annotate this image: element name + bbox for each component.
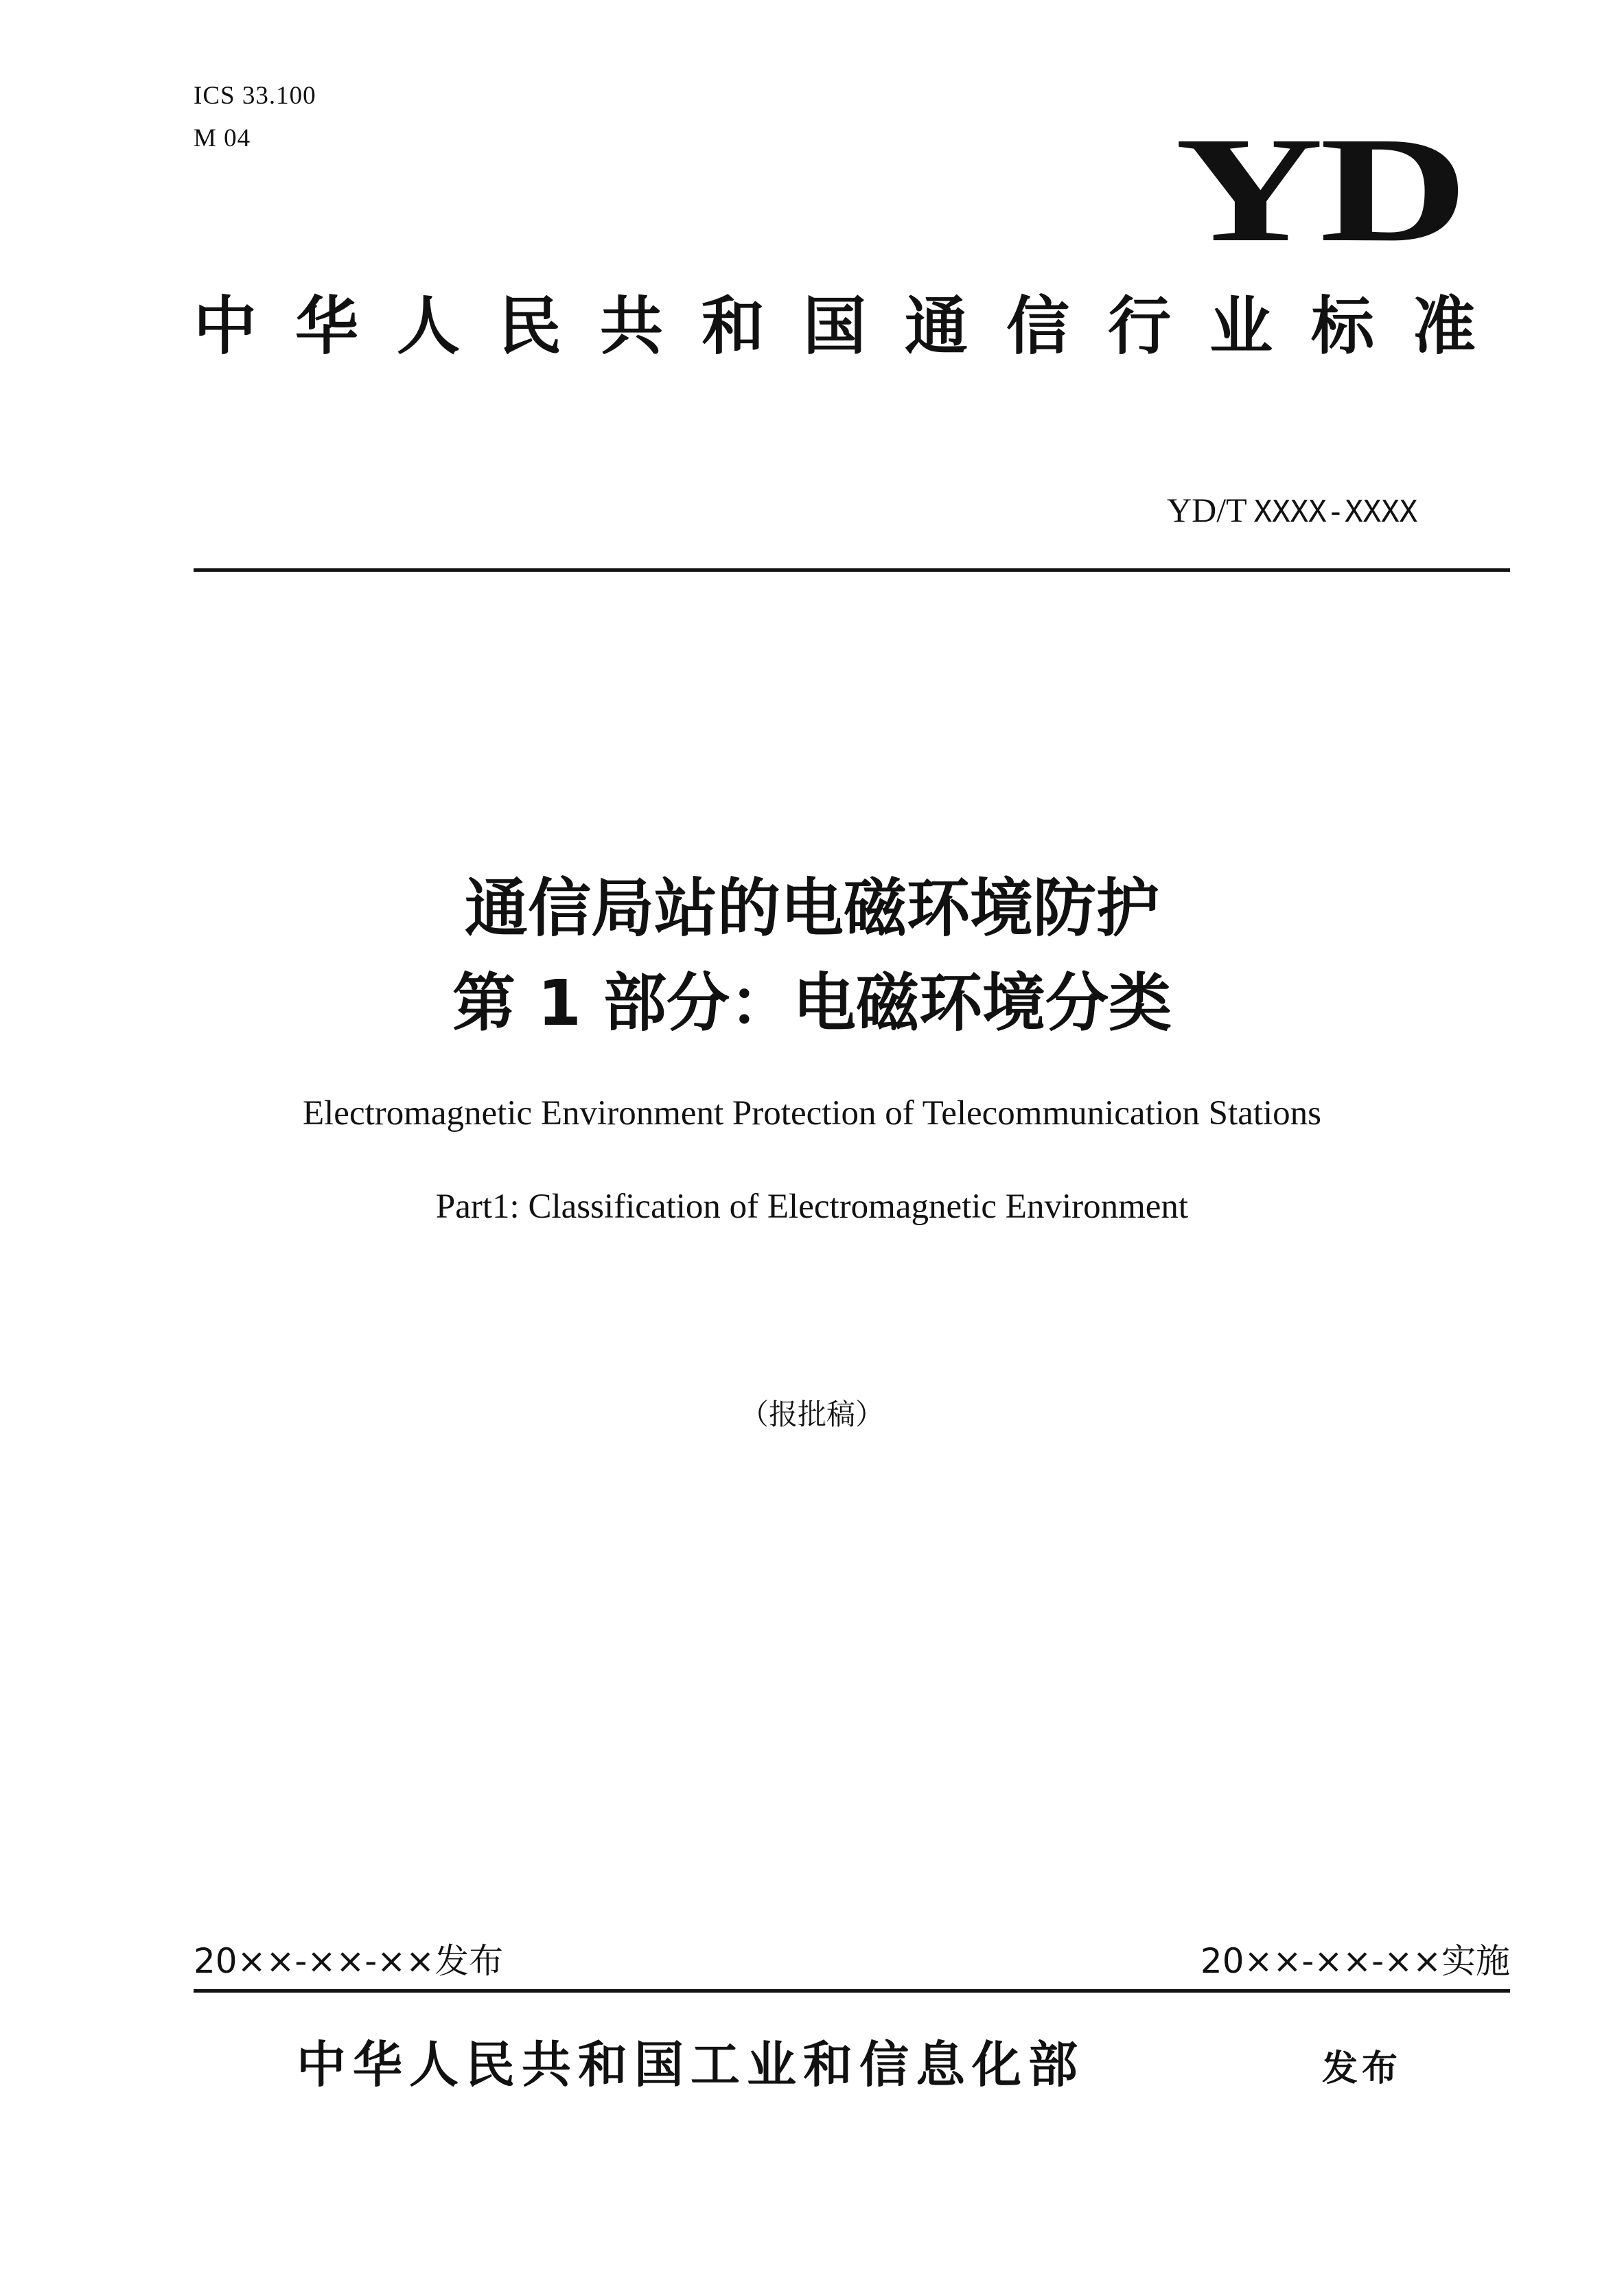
title-en-line1: Electromagnetic Environment Protection of Telecommunication Stations bbox=[302, 1094, 1322, 1133]
draft-status: （报批稿） bbox=[739, 1398, 884, 1431]
standard-number bbox=[1167, 493, 1417, 527]
standard-number-value: XXXX-XXXX bbox=[1253, 494, 1418, 529]
classification-code: M 04 bbox=[194, 124, 251, 152]
industry-standard-title: 中华人民共和国通信行业标准 bbox=[194, 290, 1515, 363]
standard-prefix: YD/T bbox=[1167, 491, 1247, 529]
title-en-line2: Part1: Classification of Electromagnetic Environment bbox=[435, 1187, 1189, 1226]
title-cn-line1: 通信局站的电磁环境防护 bbox=[464, 872, 1159, 945]
publisher-name: 中华人民共和国工业和信息化部 bbox=[297, 2036, 1085, 2094]
yd-logo: YD bbox=[1175, 106, 1465, 273]
ics-code: ICS 33.100 bbox=[194, 82, 316, 110]
title-cn-line2: 第 1 部分：电磁环境分类 bbox=[452, 966, 1172, 1040]
top-divider bbox=[194, 568, 1510, 572]
release-date: 20××-××-××发布 bbox=[194, 1941, 504, 1981]
publisher-suffix: 发布 bbox=[1322, 2048, 1402, 2089]
bottom-divider bbox=[194, 1989, 1510, 1993]
implement-date: 20××-××-××实施 bbox=[1200, 1941, 1510, 1981]
